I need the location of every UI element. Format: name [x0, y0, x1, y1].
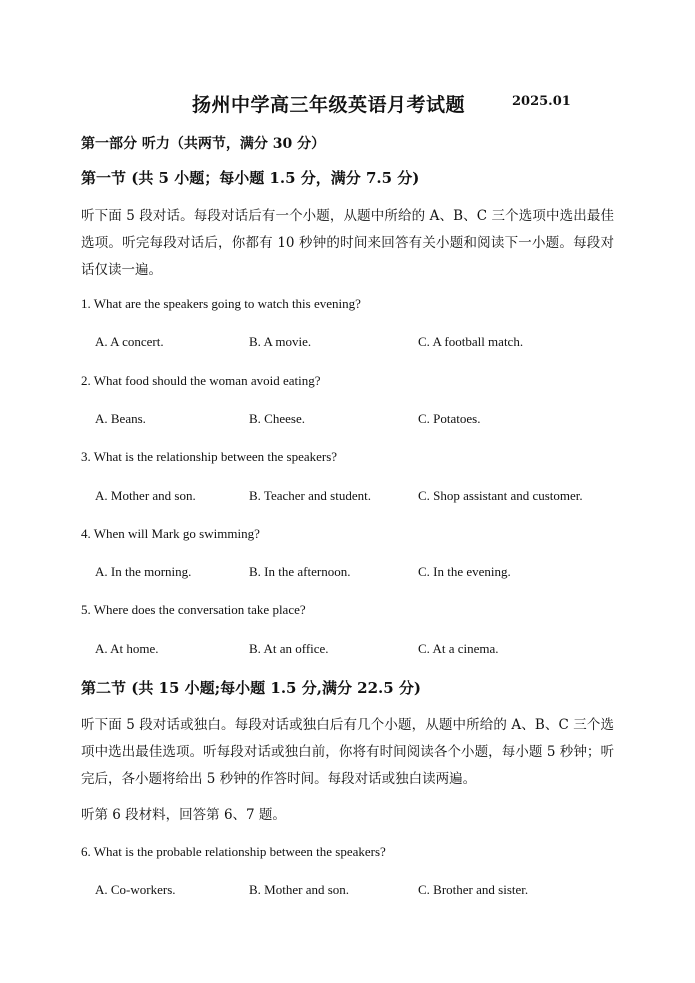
q4-option-b: B. In the afternoon. [249, 564, 351, 579]
q2-option-a: A. Beans. [95, 411, 146, 426]
q4-option-c: C. In the evening. [418, 564, 511, 579]
q6-option-b: B. Mother and son. [249, 882, 350, 897]
title-row [0, 90, 695, 120]
q2-option-b: B. Cheese. [249, 411, 305, 426]
page-title: 扬州中学高三年级英语月考试题 [192, 94, 466, 116]
q4-option-a: A. In the morning. [95, 564, 192, 579]
part-heading: 第一部分 听力（共两节，满分 30 分） [81, 136, 326, 152]
section1-heading: 第一节 (共 5 小题；每小题 1.5 分，满分 7.5 分) [81, 169, 420, 187]
question-6: 6. What is the probable relationship between the speakers? [81, 844, 386, 859]
question-3: 3. What is the relationship between the speakers? [81, 449, 338, 464]
q1-option-b: B. A movie. [249, 334, 312, 349]
question-5: 5. Where does the conversation take place? [81, 602, 306, 617]
q5-option-b: B. At an office. [249, 641, 329, 656]
q6-option-a: A. Co-workers. [95, 882, 176, 897]
section2-instructions: 听下面 5 段对话或独白。每段对话或独白后有几个小题，从题中所给的 A、B、C 三个选项中选出最佳选项。听每段对话或独白前，你将有时间阅读各个小题，每小题 5 秒钟；听完后，各小题将给出 5 秒钟的作答时间。每段对话或独白读两遍。 [81, 717, 614, 787]
q3-option-c: C. Shop assistant and customer. [418, 488, 583, 503]
q3-option-b: B. Teacher and student. [249, 488, 371, 503]
q2-option-c: C. Potatoes. [418, 411, 481, 426]
q5-option-c: C. At a cinema. [418, 641, 499, 656]
q5-option-a: A. At home. [95, 641, 159, 656]
material-note: 听第 6 段材料，回答第 6、7 题。 [81, 807, 286, 823]
question-2: 2. What food should the woman avoid eating? [81, 373, 321, 388]
q1-option-c: C. A football match. [418, 334, 524, 349]
section1-instructions: 听下面 5 段对话。每段对话后有一个小题，从题中所给的 A、B、C 三个选项中选出最佳选项。听完每段对话后，你都有 10 秒钟的时间来回答有关小题和阅读下一小题。每段对话仅读一遍。 [81, 208, 614, 278]
section2-heading: 第二节 (共 15 小题;每小题 1.5 分,满分 22.5 分) [81, 679, 422, 697]
question-4: 4. When will Mark go swimming? [81, 526, 260, 541]
exam-date: 2025.01 [512, 94, 571, 109]
q6-option-c: C. Brother and sister. [418, 882, 529, 897]
question-1: 1. What are the speakers going to watch this evening? [81, 296, 361, 311]
q1-option-a: A. A concert. [95, 334, 164, 349]
q3-option-a: A. Mother and son. [95, 488, 196, 503]
